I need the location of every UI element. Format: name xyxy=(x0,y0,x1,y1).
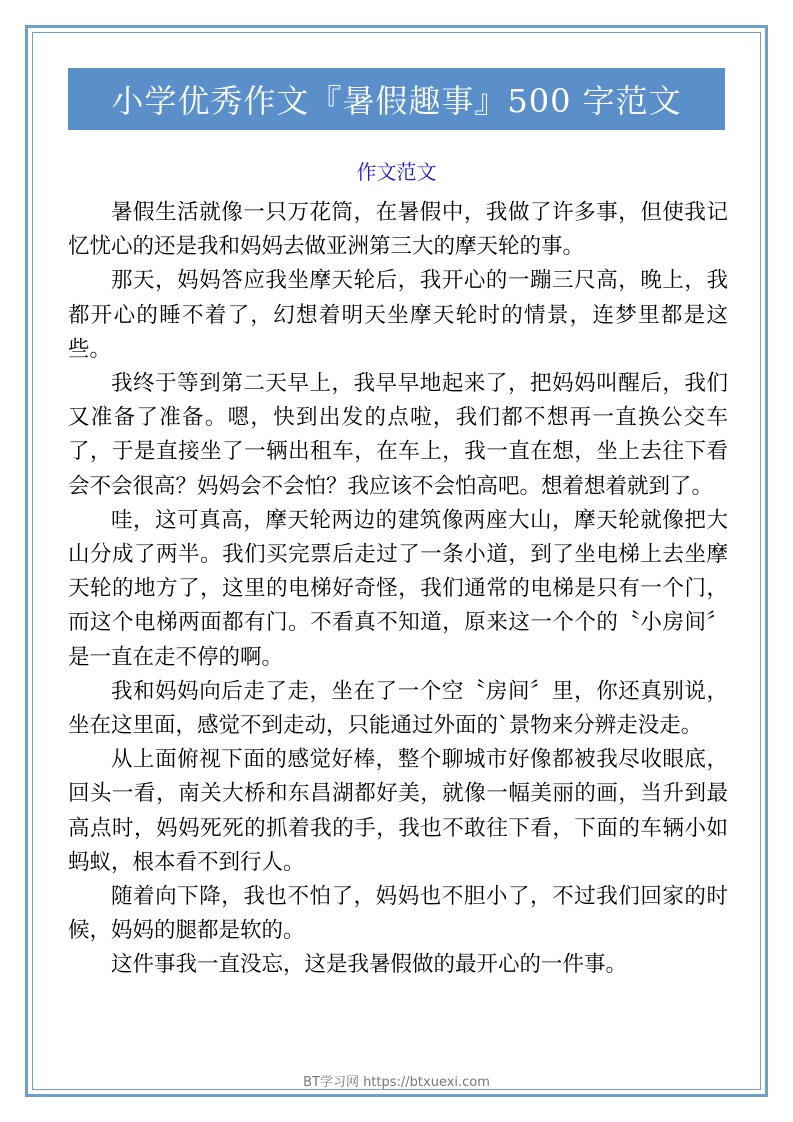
essay-paragraph: 哇，这可真高，摩天轮两边的建筑像两座大山，摩天轮就像把大山分成了两半。我们买完票后走过了一条小道，到了坐电梯上去坐摩天轮的地方了，这里的电梯好奇怪，我们通常的电梯是只有一个门，而这个电梯两面都有门。不看真不知道，原来这一个个的〝小房间〞是一直在走不停的啊。 xyxy=(68,507,728,670)
essay-paragraph: 我终于等到第二天早上，我早早地起来了，把妈妈叫醒后，我们又准备了准备。嗯，快到出发的点啦，我们都不想再一直换公交车了，于是直接坐了一辆出租车，在车上，我一直在想，坐上去往下看会不会很高？妈妈会不会怕？我应该不会怕高吧。想着想着就到了。 xyxy=(68,371,728,499)
title-banner xyxy=(68,68,725,130)
essay-paragraph: 暑假生活就像一只万花筒，在暑假中，我做了许多事，但使我记忆忧心的还是我和妈妈去做亚洲第三大的摩天轮的事。 xyxy=(68,200,728,260)
essay-body xyxy=(68,196,728,983)
essay-paragraph: 随着向下降，我也不怕了，妈妈也不胆小了，不过我们回家的时候，妈妈的腿都是软的。 xyxy=(68,884,728,944)
page-title: 小学优秀作文『暑假趣事』500 字范文 xyxy=(111,82,682,120)
essay-paragraph: 从上面俯视下面的感觉好棒，整个聊城市好像都被我尽收眼底，回头一看，南关大桥和东昌湖都好美，就像一幅美丽的画，当升到最高点时，妈妈死死的抓着我的手，我也不敢往下看，下面的车辆小如蚂蚁，根本看不到行人。 xyxy=(68,747,728,875)
section-subtitle: 作文范文 xyxy=(356,160,437,184)
essay-paragraph: 我和妈妈向后走了走，坐在了一个空〝房间〞里，你还真别说，坐在这里面，感觉不到走动，只能通过外面的`景物来分辨走没走。 xyxy=(68,678,728,739)
essay-paragraph: 这件事我一直没忘，这是我暑假做的最开心的一件事。 xyxy=(111,952,628,978)
essay-paragraph: 那天，妈妈答应我坐摩天轮后，我开心的一蹦三尺高，晚上，我都开心的睡不着了，幻想着明天坐摩天轮时的情景，连梦里都是这些。 xyxy=(68,268,728,362)
footer-watermark: BT学习网 https://btxuexi.com xyxy=(303,1075,490,1090)
